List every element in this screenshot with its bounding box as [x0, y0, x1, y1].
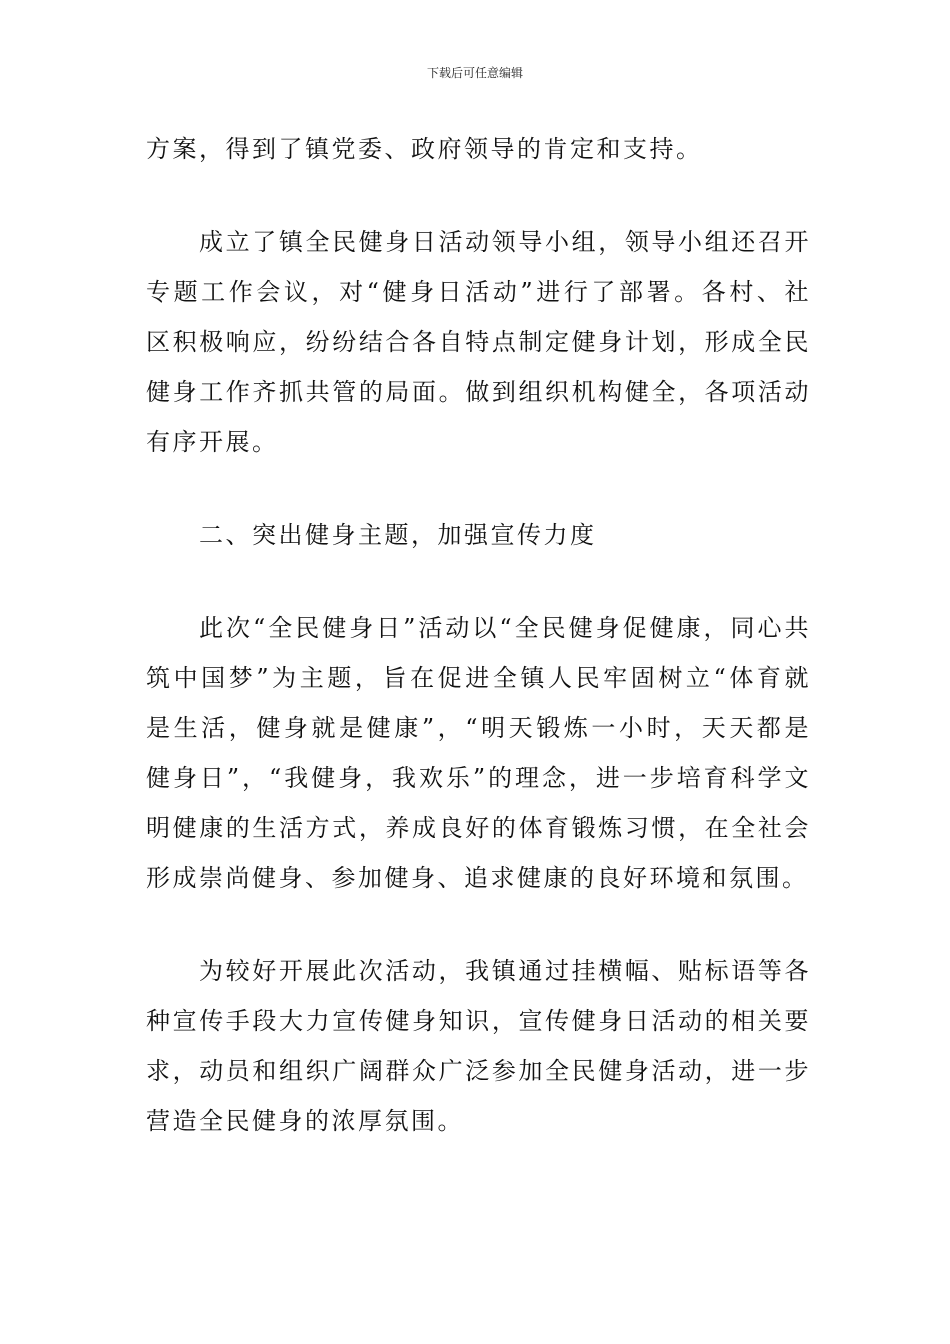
paragraph-continuation: 方案，得到了镇党委、政府领导的肯定和支持。 [146, 135, 703, 163]
paragraph-theme: 此次“全民健身日”活动以“全民健身促健康，同心共筑中国梦”为主题，旨在促进全镇人民牢固树立“体育就是生活，健身就是健康”，“明天锻炼一小时，天天都是健身日”，“我健身，我欢乐”的理念，进一步培育科学文明健康的生活方式，养成良好的体育锻炼习惯，在全社会形成崇尚健身、参加健身、追求健康的良好环境和氛围。 [146, 614, 811, 892]
paragraph-leadership-group: 成立了镇全民健身日活动领导小组，领导小组还召开专题工作会议，对“健身日活动”进行了部署。各村、社区积极响应，纷纷结合各自特点制定健身计划，形成全民健身工作齐抓共管的局面。做到组织机构健全，各项活动有序开展。 [146, 228, 811, 456]
section-heading: 二、突出健身主题，加强宣传力度 [199, 521, 597, 549]
document-body [146, 124, 811, 1146]
page-header-note: 下载后可任意编辑 [426, 66, 523, 80]
paragraph-publicity: 为较好开展此次活动，我镇通过挂横幅、贴标语等各种宣传手段大力宣传健身知识，宣传健身日活动的相关要求，动员和组织广阔群众广泛参加全民健身活动，进一步营造全民健身的浓厚氛围。 [146, 957, 811, 1135]
